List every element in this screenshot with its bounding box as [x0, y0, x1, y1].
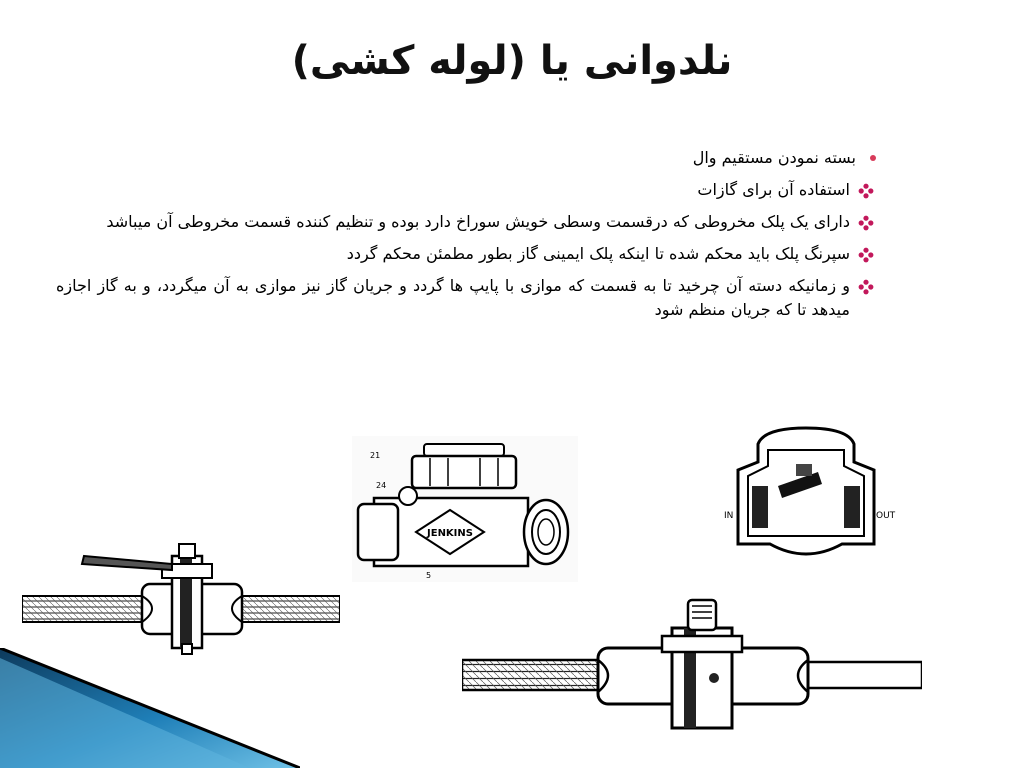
cutaway-out-label: OUT	[876, 511, 896, 521]
sub-bullet-text: و زمانیکه دسته آن چرخید تا به قسمت که موازی با پایپ ها گردد و جریان گاز نیز موازی به آن میگردد، و به گاز اجازه میدهد تا که جریان منظم شود	[56, 276, 850, 319]
bullet-dot-icon	[870, 155, 876, 161]
decorative-corner-swoosh	[0, 648, 300, 768]
plug-valve-pipe-image	[22, 538, 340, 656]
diamond-bullet-icon	[858, 247, 874, 263]
check-valve-image	[352, 436, 578, 582]
diamond-bullet-icon	[858, 183, 874, 199]
check-valve-cutaway-image	[724, 426, 904, 556]
check-valve-label-21: 21	[370, 451, 381, 460]
slide-title: نلدوانی یا (لوله کشی)	[291, 38, 733, 84]
bullet-list	[56, 146, 876, 330]
sub-bullet-text: استفاده آن برای گازات	[697, 180, 850, 199]
check-valve-label-5: 5	[426, 571, 432, 580]
check-valve-label-24: 24	[376, 481, 387, 490]
sub-bullet-item	[56, 178, 876, 202]
diamond-bullet-icon	[858, 215, 874, 231]
sub-bullet-text: دارای یک پلک مخروطی که درقسمت وسطی خویش سوراخ دارد بوده و تنظیم کننده قسمت مخروطی آن میباشد	[106, 212, 850, 231]
sub-bullet-text: سپرنگ پلک باید محکم شده تا اینکه پلک ایمینی گاز بطور مطمئن محکم گردد	[346, 244, 850, 263]
bullet-item	[56, 146, 876, 170]
sub-bullet-item	[56, 210, 876, 234]
diamond-bullet-icon	[858, 279, 874, 295]
bullet-text: بسته نمودن مستقیم وال	[692, 148, 856, 167]
sub-bullet-item	[56, 274, 876, 322]
check-valve-brand: JENKINS	[427, 528, 473, 539]
sub-bullet-item	[56, 242, 876, 266]
cutaway-in-label: IN	[724, 511, 734, 521]
plug-valve-large-image	[462, 598, 922, 738]
